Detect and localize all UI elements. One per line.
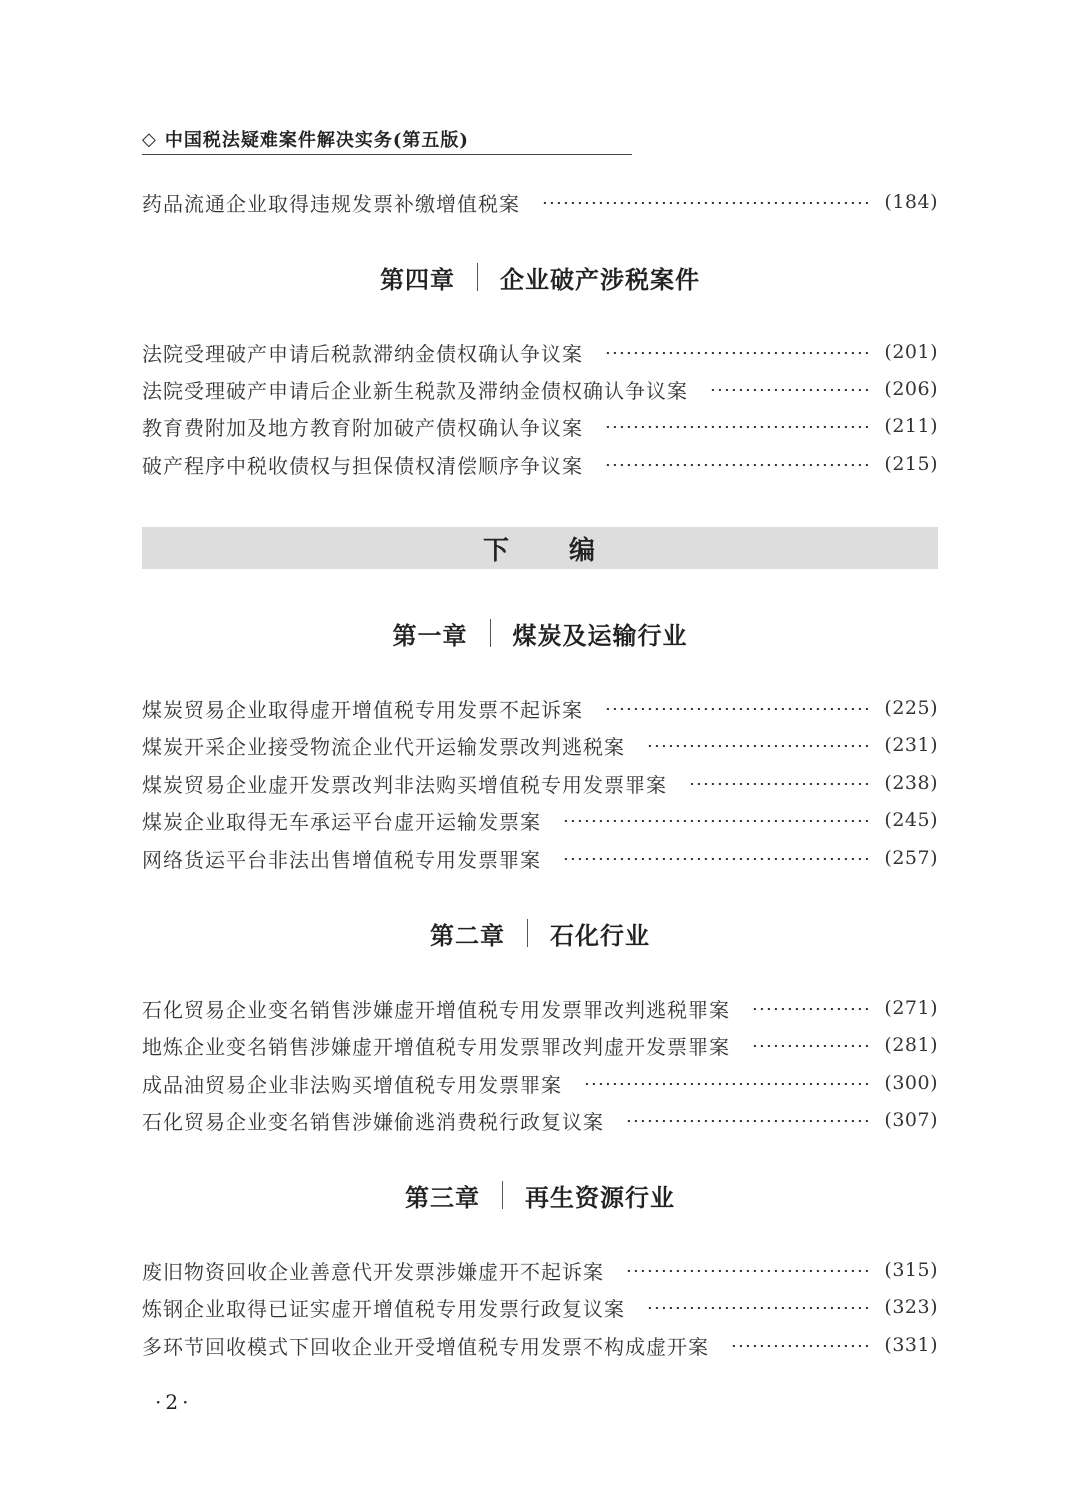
toc-entry-page: (245)	[884, 809, 938, 831]
toc-entry[interactable]	[142, 691, 938, 725]
toc-entry-title: 煤炭贸易企业取得虚开增值税专用发票不起诉案	[142, 697, 583, 722]
toc-entry[interactable]	[142, 1290, 938, 1324]
toc-entry-title: 煤炭开采企业接受物流企业代开运输发票改判逃税案	[142, 734, 625, 759]
running-header	[142, 124, 632, 155]
part-banner	[142, 527, 938, 569]
toc-entry[interactable]	[142, 1328, 938, 1362]
toc-entry[interactable]	[142, 1103, 938, 1137]
chapter-heading-3	[142, 1175, 938, 1215]
toc-entry-title: 法院受理破产申请后企业新生税款及滞纳金债权确认争议案	[142, 378, 688, 403]
chapter-number: 第四章	[380, 264, 455, 294]
toc-entry-page: (215)	[884, 453, 938, 475]
toc-entry-title: 多环节回收模式下回收企业开受增值税专用发票不构成虚开案	[142, 1334, 709, 1359]
toc-entry-page: (225)	[884, 697, 938, 719]
dot-leader	[647, 745, 870, 747]
chapter-heading-4	[142, 257, 938, 297]
chapter-heading-1	[142, 613, 938, 653]
toc-entry-page: (257)	[884, 847, 938, 869]
dot-leader	[584, 1083, 870, 1085]
toc-entry-title: 炼钢企业取得已证实虚开增值税专用发票行政复议案	[142, 1296, 625, 1321]
dot-leader	[752, 1045, 870, 1047]
toc-entry-title: 法院受理破产申请后税款滞纳金债权确认争议案	[142, 341, 583, 366]
toc-entry-title: 药品流通企业取得违规发票补缴增值税案	[142, 191, 520, 216]
dot-leader	[647, 1307, 870, 1309]
dot-leader	[605, 708, 870, 710]
toc-entry[interactable]	[142, 728, 938, 762]
dot-leader	[563, 858, 870, 860]
dot-leader	[752, 1008, 870, 1010]
toc-entry-title: 石化贸易企业变名销售涉嫌偷逃消费税行政复议案	[142, 1109, 604, 1134]
toc-entry-page: (331)	[884, 1334, 938, 1356]
toc-entry[interactable]	[142, 841, 938, 875]
toc-entry-title: 教育费附加及地方教育附加破产债权确认争议案	[142, 415, 583, 440]
chapter-number: 第一章	[392, 620, 468, 650]
toc-entry-page: (231)	[884, 734, 938, 756]
toc-entry[interactable]	[142, 766, 938, 800]
dot-leader	[542, 202, 870, 204]
toc-entry[interactable]	[142, 447, 938, 481]
toc-entry[interactable]	[142, 409, 938, 443]
toc-entry[interactable]	[142, 185, 938, 219]
toc-entry[interactable]	[142, 991, 938, 1025]
toc-entry-page: (206)	[884, 378, 938, 400]
toc-entry-page: (184)	[884, 191, 938, 213]
toc-entry-page: (323)	[884, 1296, 938, 1318]
heading-separator	[477, 263, 478, 291]
dot-leader	[731, 1345, 870, 1347]
chapter-title: 再生资源行业	[525, 1182, 675, 1212]
dot-leader	[689, 783, 870, 785]
toc-entry-page: (307)	[884, 1109, 938, 1131]
toc-entry-title: 煤炭企业取得无车承运平台虚开运输发票案	[142, 809, 541, 834]
chapter-number: 第二章	[430, 920, 505, 950]
toc-entry-title: 成品油贸易企业非法购买增值税专用发票罪案	[142, 1072, 562, 1097]
toc-entry-title: 破产程序中税收债权与担保债权清偿顺序争议案	[142, 453, 583, 478]
toc-entry[interactable]	[142, 1253, 938, 1287]
part-label-1: 下	[482, 535, 511, 566]
heading-separator	[490, 619, 491, 647]
heading-separator	[502, 1181, 503, 1209]
toc-entry[interactable]	[142, 1066, 938, 1100]
chapter-title: 煤炭及运输行业	[512, 620, 688, 650]
dot-leader	[710, 389, 870, 391]
toc-entry-title: 网络货运平台非法出售增值税专用发票罪案	[142, 847, 541, 872]
dot-leader	[605, 464, 870, 466]
page-number: ·2·	[155, 1390, 193, 1414]
chapter-number: 第三章	[405, 1182, 480, 1212]
chapter-heading-2	[142, 913, 938, 953]
toc-entry-page: (238)	[884, 772, 938, 794]
toc-entry-title: 石化贸易企业变名销售涉嫌虚开增值税专用发票罪改判逃税罪案	[142, 997, 730, 1022]
toc-entry-page: (201)	[884, 341, 938, 363]
chapter-title: 企业破产涉税案件	[500, 264, 700, 294]
heading-separator	[527, 919, 528, 947]
toc-entry-title: 煤炭贸易企业虚开发票改判非法购买增值税专用发票罪案	[142, 772, 667, 797]
book-title: 中国税法疑难案件解决实务(第五版)	[164, 130, 469, 151]
dot-leader	[605, 352, 870, 354]
dot-leader	[626, 1270, 870, 1272]
dot-leader	[605, 426, 870, 428]
part-label-2: 编	[569, 535, 598, 566]
toc-entry-title: 地炼企业变名销售涉嫌虚开增值税专用发票罪改判虚开发票罪案	[142, 1034, 730, 1059]
toc-entry-page: (271)	[884, 997, 938, 1019]
dot-leader	[626, 1120, 870, 1122]
toc-entry-page: (281)	[884, 1034, 938, 1056]
diamond-icon: ◇	[142, 128, 157, 150]
toc-entry[interactable]	[142, 1028, 938, 1062]
toc-entry-title: 废旧物资回收企业善意代开发票涉嫌虚开不起诉案	[142, 1259, 604, 1284]
chapter-title: 石化行业	[550, 920, 650, 950]
toc-entry[interactable]	[142, 803, 938, 837]
toc-entry-page: (315)	[884, 1259, 938, 1281]
dot-leader	[563, 820, 870, 822]
toc-entry[interactable]	[142, 335, 938, 369]
toc-entry-page: (211)	[884, 415, 938, 437]
toc-entry[interactable]	[142, 372, 938, 406]
toc-entry-page: (300)	[884, 1072, 938, 1094]
